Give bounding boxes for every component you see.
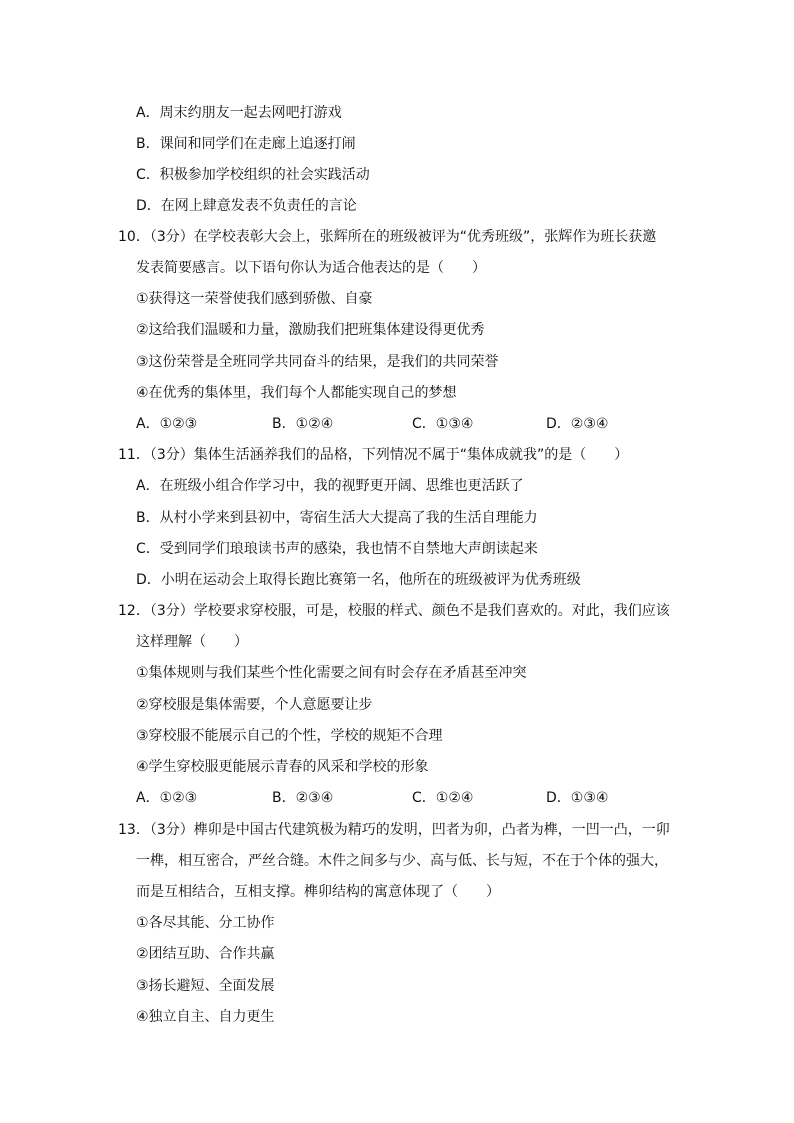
q13-item-4: ④独立自主、自力更生 <box>136 1009 275 1025</box>
q13-stem-line-2: 一榫，相互密合，严丝合缝。木件之间多与少、高与低、长与短，不在于个体的强大， <box>136 853 668 869</box>
q13-stem-line-1: 13．（3分）榫卯是中国古代建筑极为精巧的发明，凹者为卯，凸者为榫，一凹一凸，一卯 <box>118 822 670 838</box>
q11-option-d: D．小明在运动会上取得长跑比赛第一名，他所在的班级被评为优秀班级 <box>136 572 581 588</box>
q10-stem-line-2: 发表简要感言。以下语句你认为适合他表达的是（ ） <box>136 260 486 276</box>
q12-choice-b: B．②③④ <box>272 790 334 806</box>
q13-stem-line-3: 而是互相结合，互相支撑。榫卯结构的寓意体现了（ ） <box>136 884 500 900</box>
q12-choice-d: D．①③④ <box>546 790 609 806</box>
q10-item-2: ②这给我们温暖和力量，激励我们把班集体建设得更优秀 <box>136 322 485 338</box>
q10-choice-c: C．①③④ <box>412 416 474 432</box>
q12-choice-c: C．①②④ <box>412 790 474 806</box>
q13-item-1: ①各尽其能、分工协作 <box>136 915 275 931</box>
q12-item-2: ②穿校服是集体需要，个人意愿要让步 <box>136 697 373 713</box>
q13-item-3: ③扬长避短、全面发展 <box>136 978 275 994</box>
q10-choice-b: B．①②④ <box>272 416 334 432</box>
q9-option-d: D．在网上肆意发表不负责任的言论 <box>136 198 357 214</box>
q13-item-2: ②团结互助、合作共赢 <box>136 946 275 962</box>
q11-option-a: A．在班级小组合作学习中，我的视野更开阔、思维也更活跃了 <box>136 478 524 494</box>
q11-stem-line-1: 11．（3分）集体生活涵养我们的品格，下列情况不属于“集体成就我”的是（ ） <box>118 447 629 463</box>
q12-item-1: ①集体规则与我们某些个性化需要之间有时会存在矛盾甚至冲突 <box>136 665 527 681</box>
q12-item-4: ④学生穿校服更能展示青春的风采和学校的形象 <box>136 759 429 775</box>
q12-stem-line-1: 12．（3分）学校要求穿校服，可是，校服的样式、颜色不是我们喜欢的。对此，我们应该 <box>118 603 670 619</box>
q11-option-b: B．从村小学来到县初中，寄宿生活大大提高了我的生活自理能力 <box>136 510 538 526</box>
q9-option-b: B．课间和同学们在走廊上追逐打闹 <box>136 136 356 152</box>
q12-stem-line-2: 这样理解（ ） <box>136 634 248 650</box>
q10-choice-d: D．②③④ <box>546 416 609 432</box>
q9-option-a: A．周末约朋友一起去网吧打游戏 <box>136 105 342 121</box>
q10-choice-a: A．①②③ <box>136 416 198 432</box>
q12-choice-a: A．①②③ <box>136 790 198 806</box>
q9-option-c: C．积极参加学校组织的社会实践活动 <box>136 167 370 183</box>
q12-item-3: ③穿校服不能展示自己的个性，学校的规矩不合理 <box>136 728 443 744</box>
q11-option-c: C．受到同学们琅琅读书声的感染，我也情不自禁地大声朗读起来 <box>136 541 538 557</box>
q10-item-3: ③这份荣誉是全班同学共同奋斗的结果，是我们的共同荣誉 <box>136 354 499 370</box>
q10-item-4: ④在优秀的集体里，我们每个人都能实现自己的梦想 <box>136 385 457 401</box>
q10-item-1: ①获得这一荣誉使我们感到骄傲、自豪 <box>136 291 373 307</box>
q10-stem-line-1: 10．（3分）在学校表彰大会上，张辉所在的班级被评为“优秀班级”，张辉作为班长获邀 <box>118 229 657 245</box>
